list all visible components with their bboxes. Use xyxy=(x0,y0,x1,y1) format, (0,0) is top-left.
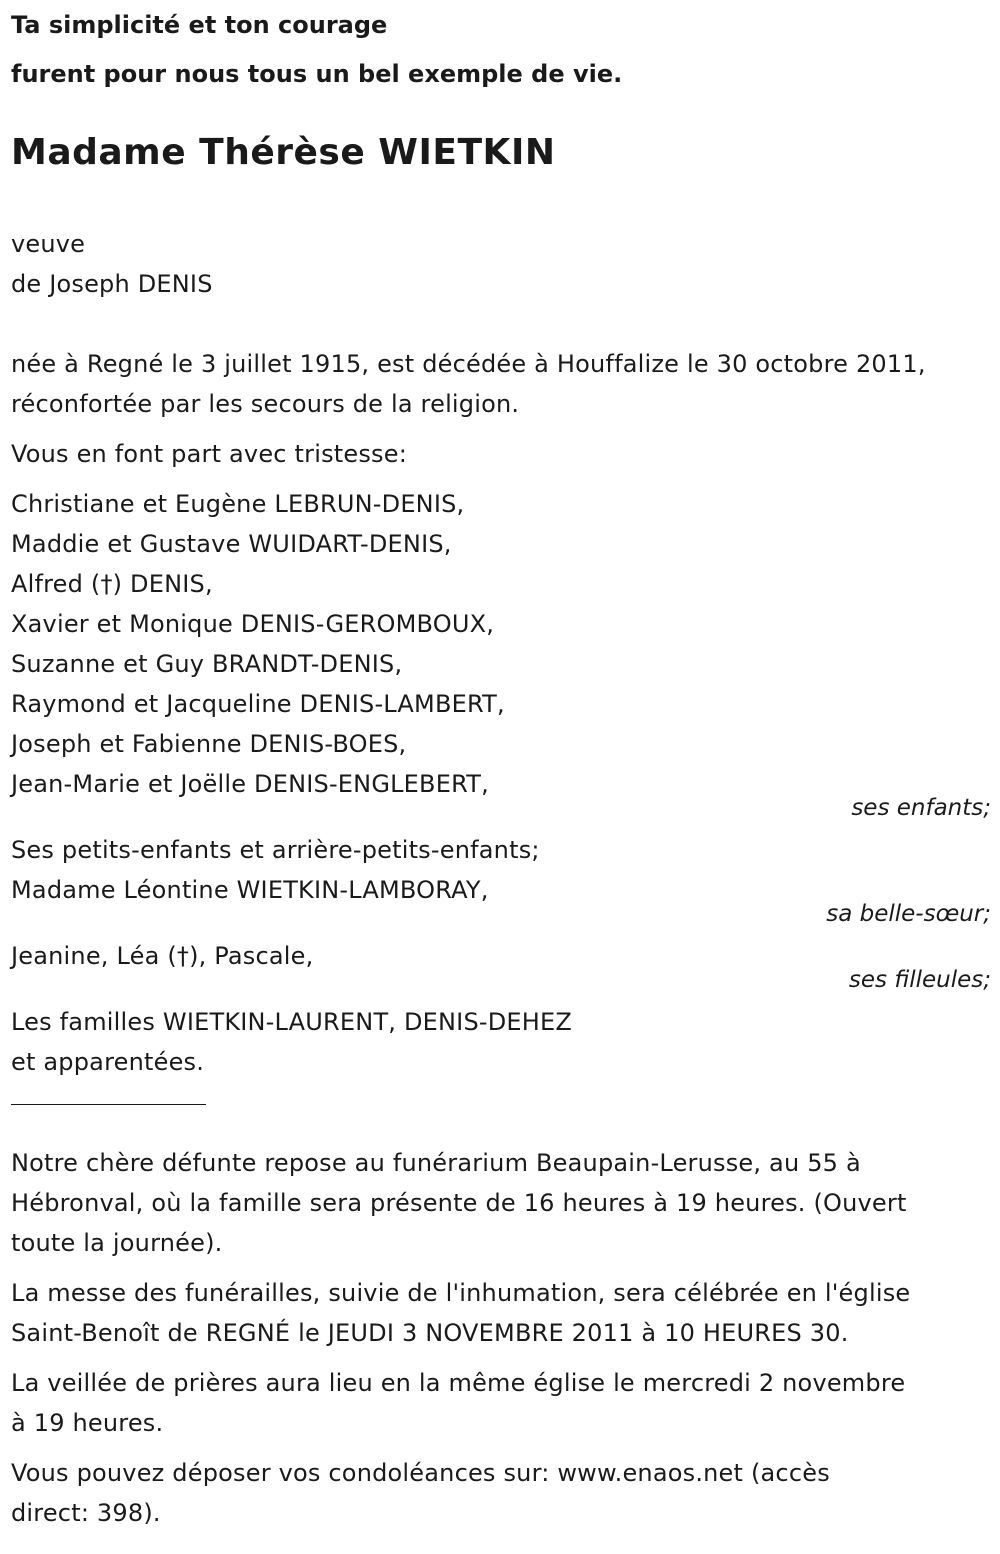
info-line: Vous pouvez déposer vos condoléances sur: www.enaos.net (accès xyxy=(11,1459,830,1487)
epigraph-line-2: furent pour nous tous un bel exemple de vie. xyxy=(11,60,623,88)
sister-in-law: Madame Léontine WIETKIN-LAMBORAY, xyxy=(11,876,489,904)
info-line: toute la journée). xyxy=(11,1229,223,1257)
info-line: à 19 heures. xyxy=(11,1409,164,1437)
info-line: La messe des funérailles, suivie de l'inhumation, sera célébrée en l'église xyxy=(11,1279,911,1307)
grandchildren: Ses petits-enfants et arrière-petits-enfants; xyxy=(11,836,540,864)
info-line: Saint-Benoît de REGNÉ le JEUDI 3 NOVEMBRE 2011 à 10 HEURES 30. xyxy=(11,1319,849,1347)
info-paragraph-condolences xyxy=(11,1453,991,1533)
announcement: Vous en font part avec tristesse: xyxy=(11,440,408,468)
info-paragraph-funeral xyxy=(11,1273,991,1353)
birth-death-line-2: réconfortée par les secours de la religion. xyxy=(11,390,520,418)
sister-in-law-relation: sa belle-sœur; xyxy=(826,901,991,927)
goddaughters-relation: ses filleules; xyxy=(848,967,991,993)
info-line: direct: 398). xyxy=(11,1499,161,1527)
child-entry: Alfred (†) DENIS, xyxy=(11,570,213,598)
child-entry: Maddie et Gustave WUIDART-DENIS, xyxy=(11,530,452,558)
obituary-notice xyxy=(11,0,991,1533)
families-line-2: et apparentées. xyxy=(11,1048,205,1076)
info-paragraph-wake xyxy=(11,1143,991,1263)
children-list xyxy=(11,484,991,804)
children-relation: ses enfants; xyxy=(851,795,991,821)
info-line: La veillée de prières aura lieu en la même église le mercredi 2 novembre xyxy=(11,1369,906,1397)
child-entry: Xavier et Monique DENIS-GEROMBOUX, xyxy=(11,610,495,638)
child-entry: Raymond et Jacqueline DENIS-LAMBERT, xyxy=(11,690,505,718)
epigraph-line-1: Ta simplicité et ton courage xyxy=(11,11,388,39)
separator-rule xyxy=(11,1082,206,1105)
spouse-line-2: de Joseph DENIS xyxy=(11,270,213,298)
families-line-1: Les familles WIETKIN-LAURENT, DENIS-DEHEZ xyxy=(11,1008,573,1036)
child-entry: Jean-Marie et Joëlle DENIS-ENGLEBERT, xyxy=(11,770,489,798)
spouse-line-1: veuve xyxy=(11,230,86,258)
birth-death-line-1: née à Regné le 3 juillet 1915, est décédée à Houffalize le 30 octobre 2011, xyxy=(11,350,926,378)
child-entry: Joseph et Fabienne DENIS-BOES, xyxy=(11,730,407,758)
deceased-name: Madame Thérèse WIETKIN xyxy=(11,132,556,173)
info-paragraph-vigil xyxy=(11,1363,991,1443)
info-line: Notre chère défunte repose au funérarium Beaupain-Lerusse, au 55 à xyxy=(11,1149,861,1177)
goddaughters: Jeanine, Léa (†), Pascale, xyxy=(11,942,314,970)
info-line: Hébronval, où la famille sera présente de 16 heures à 19 heures. (Ouvert xyxy=(11,1189,907,1217)
child-entry: Christiane et Eugène LEBRUN-DENIS, xyxy=(11,490,465,518)
child-entry: Suzanne et Guy BRANDT-DENIS, xyxy=(11,650,403,678)
